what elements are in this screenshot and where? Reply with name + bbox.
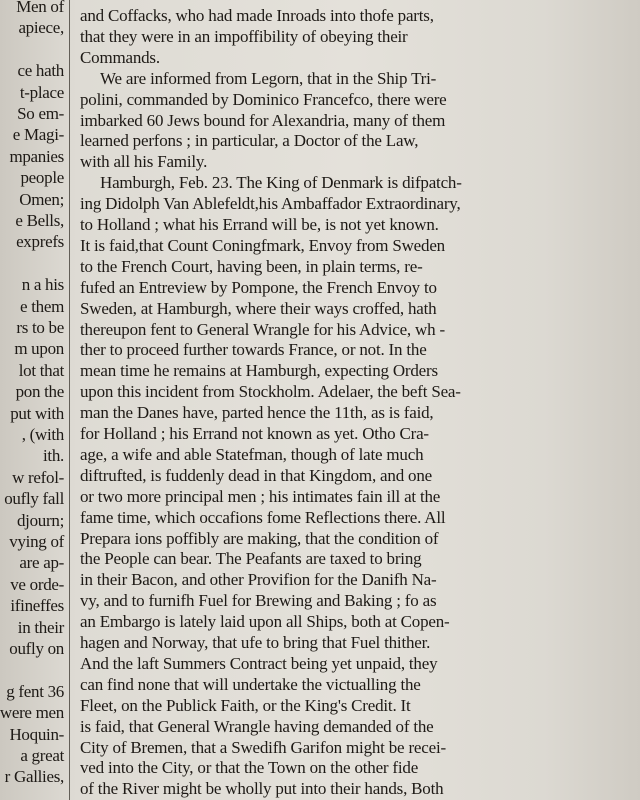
article-line: fufed an Entreview by Pompone, the French Envoy to [80,277,437,297]
article-line: ing Didolph Van Ablefeldt,his Ambaffador Extraordinary, [80,194,461,214]
article-line: in their Bacon, and other Provifion for the Danifh Na- [80,570,437,590]
left-column-line: people [20,168,64,188]
left-column-line: ve orde- [10,574,64,594]
left-column-line: vying of [9,532,64,551]
left-column-line: a great [20,746,64,765]
main-article-column [80,0,580,800]
article-line: can find none that will undertake the victualling the [80,674,421,694]
left-column-line: , (with [21,425,64,444]
left-column-line: rs to be [16,318,64,337]
article-line: diftrufted, is fuddenly dead in that Kingdom, and one [80,465,432,485]
article-line: that they were in an impoffibility of obeying their [80,26,408,46]
left-column-line: Hoquin- [9,724,64,744]
article-line: for Holland ; his Errand not known as yet. Otho Cra- [80,424,429,443]
left-column-line: oufly on [9,639,64,658]
article-line: Sweden, at Hamburgh, where their ways croffed, hath [80,298,437,318]
left-column-line: lot that [18,360,64,380]
left-column-line: w refol- [12,467,64,487]
article-line: Commands. [80,47,160,67]
article-line: thereupon fent to General Wrangle for his Advice, wh - [80,319,445,339]
left-column-line: g fent 36 [6,681,64,701]
left-column-line: oufly fall [4,489,64,509]
article-line: Prepara ions poffibly are making, that the condition of [80,528,439,548]
left-column-line: t-place [19,82,64,102]
left-column-line: are ap- [19,553,64,573]
article-line: We are informed from Legorn, that in the Ship Tri- [100,68,437,88]
article-line: upon this incident from Stockholm. Adelaer, the beft Sea- [80,382,461,402]
left-column-line: djourn; [16,510,64,530]
article-line: It is faid,that Count Coningfmark, Envoy from Sweden [80,235,445,255]
article-line: fame time, which occafions fome Reflections there. All [80,507,446,527]
article-line: Fleet, on the Publick Faith, or the King's Credit. It [80,695,411,715]
article-line: or two more principal men ; his intimates fain ill at the [80,486,441,506]
left-column-line: in their [17,617,64,637]
article-line: imbarked 60 Jews bound for Alexandria, many of them [80,110,446,130]
article-line: polini, commanded by Dominico Francefco, there were [80,89,447,109]
article-line: with all his Family. [80,152,208,172]
left-column-line: ce hath [17,61,64,81]
article-line: to the French Court, having been, in plain terms, re- [80,256,423,276]
left-column-line: apiece, [18,18,64,38]
article-line: to Holland ; what his Errand will be, is not yet known. [80,215,439,234]
left-column-line: e them [20,296,64,316]
left-column-line: m upon [14,339,64,359]
article-line: man the Danes have, parted hence the 11th, as is faid, [80,403,434,423]
article-line: is faid, that General Wrangle having demanded of the [80,716,434,736]
article-line: And the laft Summers Contract being yet unpaid, they [80,653,438,673]
left-column-line: r Gallies, [4,767,64,787]
left-column-fragment [0,0,66,800]
article-line: vy, and to furnifh Fuel for Brewing and Baking ; fo as [80,591,437,611]
article-line: hagen and Norway, that ufe to bring that Fuel thither. [80,633,431,652]
left-column-line: e Bells, [15,211,64,230]
article-line: learned perfons ; in particular, a Doctor of the Law, [80,131,419,151]
article-line: Hamburgh, Feb. 23. The King of Denmark is difpatch- [100,173,462,193]
left-column-line: pon the [15,382,64,402]
left-column-line: Omen; [19,189,64,209]
left-column-line: ifineffes [10,596,64,616]
article-line: ther to proceed further towards France, or not. In the [80,340,427,360]
left-column-line: mpanies [9,146,64,166]
left-column-line: e Magi- [12,125,64,145]
left-column-line: Men of [16,0,64,16]
article-line: an Embargo is lately laid upon all Ships, both at Copen- [80,612,450,632]
article-line: City of Bremen, that a Swedifh Garifon might be recei- [80,737,446,757]
left-column-line: n a his [21,275,64,295]
article-line: and Coffacks, who had made Inroads into thofe parts, [80,6,434,25]
article-line: ved into the City, or that the Town on the other fide [80,758,419,778]
column-rule [69,0,70,800]
article-line: of the River might be wholly put into their hands, Both [80,779,444,799]
left-column-line: ith. [43,446,64,466]
article-line: mean time he remains at Hamburgh, expecting Orders [80,361,438,381]
article-line: age, a wife and able Statefman, though of late much [80,444,424,464]
left-column-line: So em- [17,104,64,123]
left-column-line: exprefs [16,232,64,252]
left-column-line: were men [0,703,64,723]
article-line: the People can bear. The Peafants are taxed to bring [80,549,422,569]
left-column-line: put with [10,403,64,423]
